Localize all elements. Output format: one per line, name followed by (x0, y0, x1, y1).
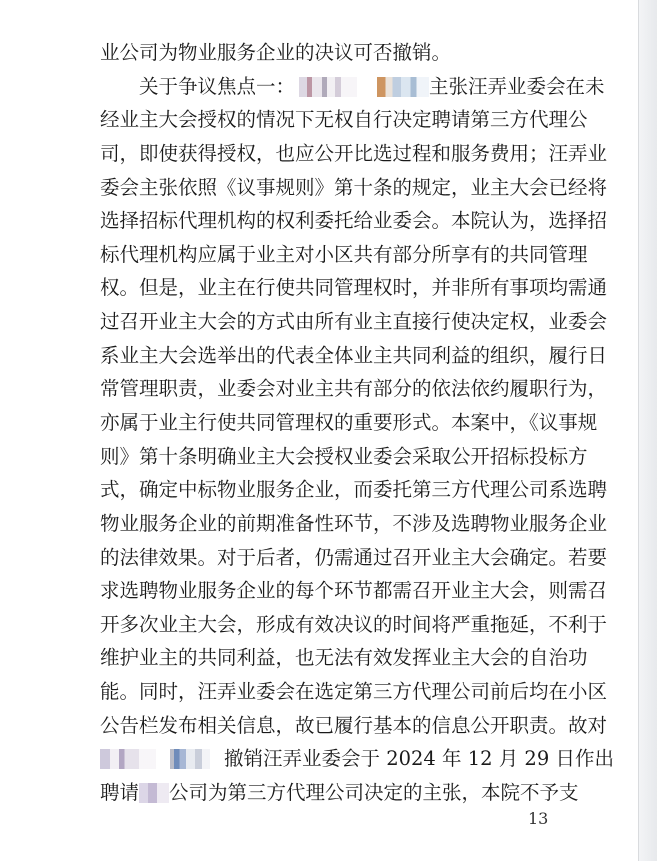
scrollbar[interactable] (638, 0, 657, 861)
text-line-23-rest: 公司为第三方代理公司决定的主张，本院不予支 (169, 781, 579, 804)
text-line-13: 则》第十条明确业主大会授权业委会采取公开招标投标方 (100, 445, 588, 468)
text-line-7: 标代理机构应属于业主对小区共有部分所享有的共同管理 (100, 243, 588, 266)
text-line-16: 的法律效果。对于后者，仍需通过召开业主大会确定。若要 (100, 546, 608, 569)
text-line-19: 维护业主的共同利益，也无法有效发挥业主大会的自治功 (100, 646, 588, 669)
redacted-name (100, 749, 156, 769)
redacted-name (139, 783, 169, 803)
text-line-23-label: 聘请 (100, 781, 140, 804)
text-line-10: 系业主大会选举出的代表全体业主共同利益的组织，履行日 (100, 344, 608, 367)
text-line-9: 过召开业主大会的方式由所有业主直接行使决定权，业委会 (100, 310, 608, 333)
text-line-2 (100, 74, 605, 100)
text-line-2-rest: 主张汪弄业委会在未 (429, 75, 605, 98)
text-line-4: 司，即使获得授权，也应公开比选过程和服务费用；汪弄业 (100, 142, 608, 165)
text-line-1: 业公司为物业服务企业的决议可否撤销。 (100, 41, 452, 64)
text-line-20: 能。同时，汪弄业委会在选定第三方代理公司前后均在小区 (100, 680, 608, 703)
text-line-3: 经业主大会授权的情况下无权自行决定聘请第三方代理公 (100, 108, 588, 131)
page-number: 13 (528, 809, 549, 828)
text-line-2-label: 关于争议焦点一： (139, 75, 296, 98)
text-line-18: 开多次业主大会，形成有效决议的时间将严重拖延，不利于 (100, 613, 608, 636)
text-line-22-rest: 撤销汪弄业委会于 2024 年 12 月 29 日作出 (224, 747, 614, 770)
text-line-22 (100, 746, 614, 772)
text-line-23 (100, 780, 579, 806)
redacted-name (170, 749, 210, 769)
text-line-6: 选择招标代理机构的权利委托给业委会。本院认为，选择招 (100, 209, 608, 232)
redacted-name (377, 77, 429, 97)
text-line-11: 常管理职责，业委会对业主共有部分的依法依约履职行为， (100, 377, 608, 400)
text-line-8: 权。但是，业主在行使共同管理权时，并非所有事项均需通 (100, 276, 608, 299)
text-line-17: 求选聘物业服务企业的每个环节都需召开业主大会，则需召 (100, 579, 608, 602)
text-line-12: 亦属于业主行使共同管理权的重要形式。本案中，《议事规 (100, 411, 598, 434)
text-line-15: 物业服务企业的前期准备性环节，不涉及选聘物业服务企业 (100, 512, 608, 535)
text-line-14: 式，确定中标物业服务企业，而委托第三方代理公司系选聘 (100, 478, 608, 501)
redacted-name (299, 77, 357, 97)
text-line-21: 公告栏发布相关信息，故已履行基本的信息公开职责。故对 (100, 714, 608, 737)
text-line-5: 委会主张依照《议事规则》第十条的规定，业主大会已经将 (100, 176, 608, 199)
